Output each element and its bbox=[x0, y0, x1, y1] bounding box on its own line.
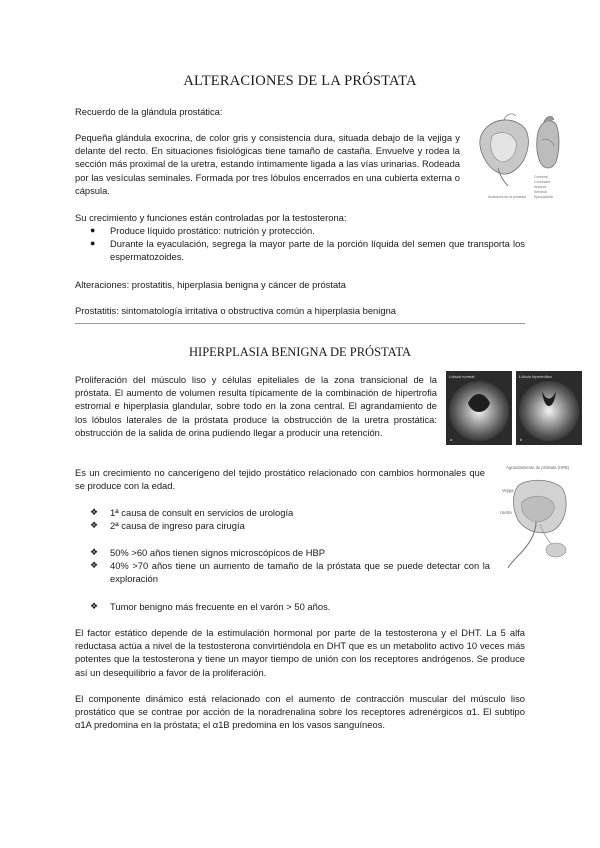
bph-enlargement-figure bbox=[496, 462, 582, 572]
figure1-label: Ejaculatoria bbox=[534, 195, 553, 199]
figure3-label: Uretra bbox=[500, 510, 512, 515]
figure1-label: Conductor bbox=[534, 180, 551, 184]
list-item: ❖ 50% >60 años tienen signos microscópicos de HBP bbox=[90, 547, 325, 558]
bullet-diamond-icon: ❖ bbox=[90, 547, 99, 557]
bph-bullets-c bbox=[90, 600, 490, 613]
list-item: ❖ 1ª causa de consult en servicios de urología bbox=[90, 507, 294, 518]
bph-paragraph-1: Proliferación del músculo liso y células epiteliales de la zona transicional de la próstata. El aumento de volumen resulta típicamente de la combinación de hipertrofia estromal e hiperplasia glandular, sobre todo en la zona central. El agrandamiento de los lóbulos laterales de la próstata produce la obstrucción de la uretra prostática: obstrucción de la salida de orina pudiendo llegar a producir una retención. bbox=[75, 374, 437, 438]
figure1-label: Cerebral bbox=[534, 175, 548, 179]
list-item: ❖ Tumor benigno más frecuente en el varón > 50 años. bbox=[90, 601, 331, 612]
endoscopy-right-mark: b bbox=[520, 437, 523, 442]
list-item: ● Durante la eyaculación, segrega la mayor parte de la porción líquida del semen que transporta los espermatozoides. bbox=[90, 238, 525, 263]
growth-paragraph: Su crecimiento y funciones están controladas por la testosterona: bbox=[75, 212, 347, 223]
prostatitis-line: Prostatitis: sintomatología irritativa o obstructiva común a hiperplasia benigna bbox=[75, 305, 396, 316]
list-item: ● Produce líquido prostático: nutrición y protección. bbox=[90, 225, 315, 236]
figure3-title: Agrandamiento de próstata (HPB) bbox=[506, 465, 570, 470]
bullet-diamond-icon: ❖ bbox=[90, 560, 99, 571]
endoscopy-figure bbox=[446, 371, 582, 445]
growth-bullets bbox=[90, 224, 525, 264]
bullet-dot-icon: ● bbox=[90, 225, 96, 235]
bph-bullets-a bbox=[90, 506, 490, 532]
bullet-diamond-icon: ❖ bbox=[90, 507, 99, 517]
endoscopy-left-mark: a bbox=[450, 437, 453, 442]
prostate-anatomy-figure bbox=[468, 110, 568, 205]
bullet-dot-icon: ● bbox=[90, 238, 96, 249]
alterations-line: Alteraciones: prostatitis, hiperplasia benigna y cáncer de próstata bbox=[75, 279, 346, 290]
endoscopy-right-label: Lóbulo hipertrófico bbox=[519, 374, 552, 379]
section-divider bbox=[75, 323, 525, 324]
list-item: ❖ 2ª causa de ingreso para cirugía bbox=[90, 520, 245, 532]
bph-bullets-b bbox=[90, 546, 490, 586]
figure1-label: Seminal bbox=[534, 190, 547, 194]
figure3-label: Vejiga bbox=[502, 488, 514, 493]
static-factor-paragraph: El factor estático depende de la estimulación hormonal por parte de la testosterona y el DHT. La 5 alfa reductasa actúa a nivel de la testosterona convirtiéndola en DHT que es un metabolito activo 10 veces más potentes que la testosterona y tiene un mayor tiempo de unión con los receptores andrógenos. Se produce así un desequilibrio a favor de la proliferación. bbox=[75, 627, 525, 678]
bullet-diamond-icon: ❖ bbox=[90, 520, 99, 531]
figure1-label: Anterior bbox=[534, 185, 547, 189]
dynamic-component-paragraph: El componente dinámico está relacionado con el aumento de contracción muscular del músculo liso prostático que se contrae por acción de la noradrenalina sobre los receptores adrenérgicos α1. El subtipo α1A predomina en la próstata; el α1B predomina en los vasos sanguíneos. bbox=[75, 693, 525, 731]
page-title: ALTERACIONES DE LA PRÓSTATA bbox=[183, 73, 417, 89]
bph-paragraph-2: Es un crecimiento no cancerígeno del tejido prostático relacionado con cambios hormonales que se produce con la edad. bbox=[75, 467, 485, 492]
endoscopy-left-label: Lóbulo normal bbox=[449, 374, 475, 379]
intro-heading: Recuerdo de la glándula prostática: bbox=[75, 106, 223, 117]
figure1-caption: Anatomía de la próstata bbox=[488, 195, 527, 199]
bullet-diamond-icon: ❖ bbox=[90, 601, 99, 611]
section-heading: HIPERPLASIA BENIGNA DE PRÓSTATA bbox=[189, 345, 411, 359]
intro-paragraph: Pequeña glándula exocrina, de color gris y consistencia dura, situada debajo de la vejiga y delante del recto. En situaciones fisiológicas tiene tamaño de castaña. Envuelve y rodea la sección más proximal de la uretra, estando íntimamente ligada a las vías urinarias. Rodeada por las vesículas seminales. Formada por tres lóbulos encerrados en una cubierta externa o cápsula. bbox=[75, 132, 460, 196]
list-item: ❖ 40% >70 años tiene un aumento de tamaño de la próstata que se puede detectar con la exploración bbox=[90, 560, 490, 585]
